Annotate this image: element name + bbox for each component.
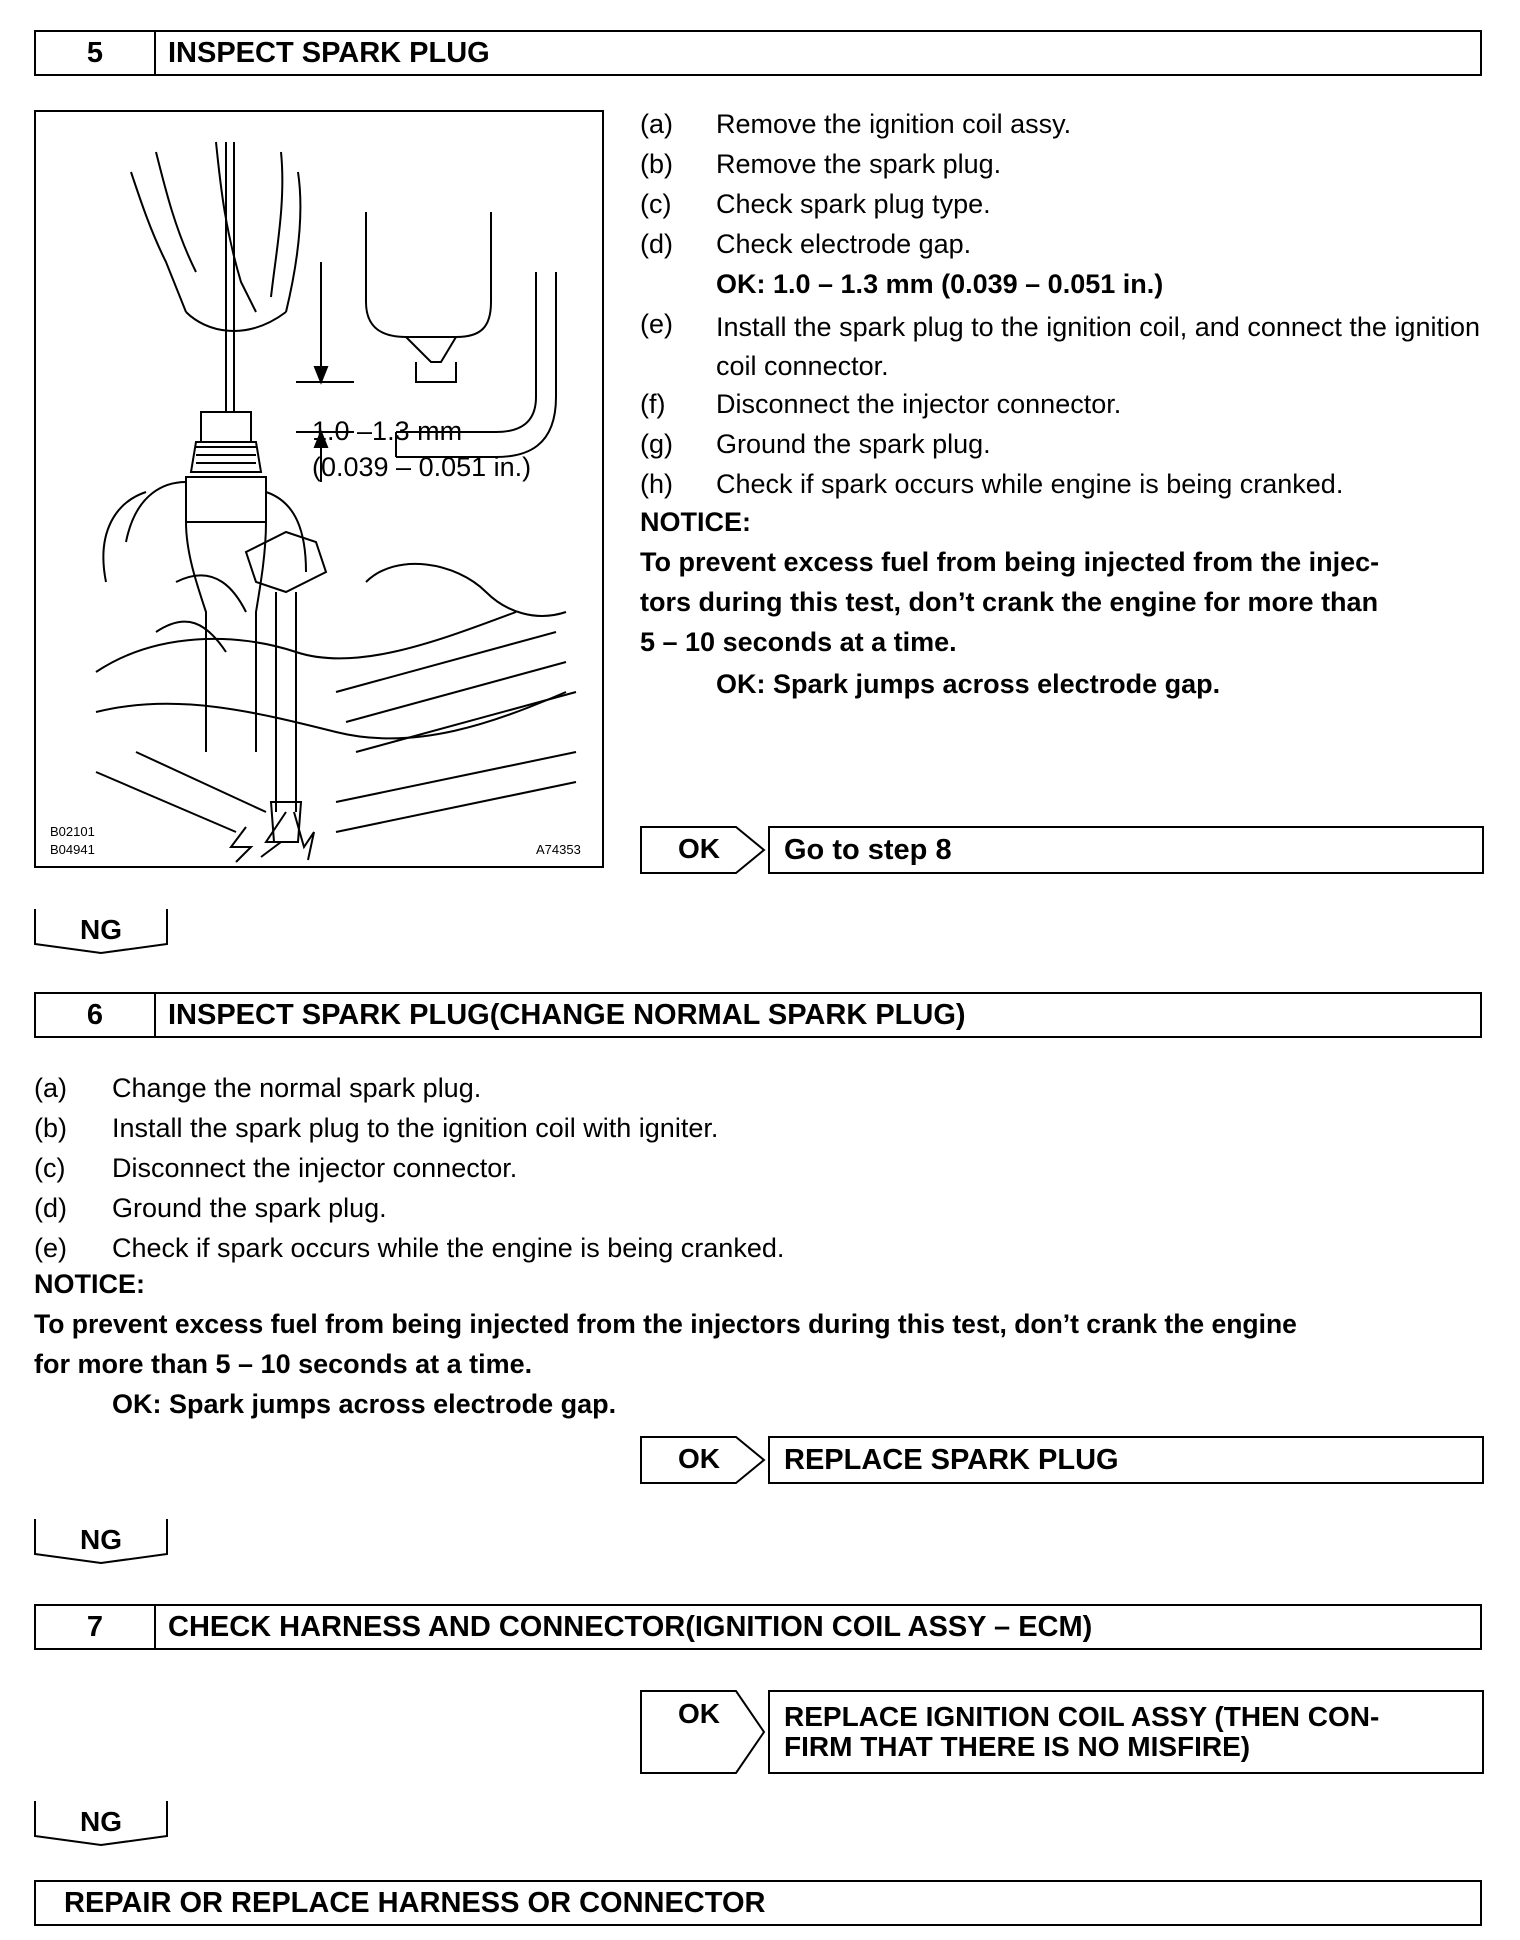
- step6-notice-line-2: for more than 5 – 10 seconds at a time.: [34, 1349, 533, 1379]
- item-text: Check if spark occurs while engine is being cranked.: [716, 469, 1344, 499]
- step5-notice-line-2: tors during this test, don’t crank the engine for more than: [640, 587, 1379, 617]
- item-label: (f): [640, 389, 666, 419]
- item-text: Change the normal spark plug.: [112, 1073, 482, 1103]
- item-label: (d): [34, 1193, 67, 1223]
- spark-plug-figure: [34, 110, 604, 868]
- item-label: (c): [640, 189, 672, 219]
- step5-ok-arrow: [640, 826, 766, 874]
- list-item: [640, 308, 1490, 380]
- spark-plug-illustration: [36, 112, 602, 866]
- step5-notice-line-3: 5 – 10 seconds at a time.: [640, 627, 957, 657]
- result-line-1: REPLACE IGNITION COIL ASSY (THEN CON-: [784, 1701, 1380, 1732]
- step6-header: [34, 992, 1482, 1038]
- step5-ok-text: OK: Spark jumps across electrode gap.: [716, 669, 1221, 699]
- step5-title: INSPECT SPARK PLUG: [168, 36, 490, 69]
- step6-ng-arrow: [34, 1518, 168, 1564]
- step7-ng-arrow: [34, 1800, 168, 1846]
- step7-ok-result: [768, 1690, 1484, 1774]
- step7-ok-arrow: [640, 1690, 766, 1774]
- item-label: (g): [640, 429, 673, 459]
- step7-number: 7: [36, 1606, 156, 1648]
- item-text: Remove the ignition coil assy.: [716, 109, 1072, 139]
- item-text: Disconnect the injector connector.: [112, 1153, 518, 1183]
- item-text: Ground the spark plug.: [716, 429, 991, 459]
- final-action: REPAIR OR REPLACE HARNESS OR CONNECTOR: [34, 1880, 1482, 1926]
- result-line-2: FIRM THAT THERE IS NO MISFIRE): [784, 1731, 1251, 1762]
- item-text: Remove the spark plug.: [716, 149, 1002, 179]
- figure-code-2: B04941: [50, 842, 95, 857]
- step5-ng-arrow: [34, 908, 168, 954]
- item-label: (a): [640, 109, 673, 139]
- item-label: (d): [640, 229, 673, 259]
- item-text: Disconnect the injector connector.: [716, 389, 1122, 419]
- step6-ok-arrow: [640, 1436, 766, 1484]
- figure-code-1: B02101: [50, 824, 95, 839]
- step5-header: [34, 30, 1482, 76]
- step6-notice-line-1: To prevent excess fuel from being injected from the injectors during this test, don’t crank the engine: [34, 1309, 1297, 1339]
- item-text: Install the spark plug to the ignition coil with igniter.: [112, 1113, 719, 1143]
- item-label: (a): [34, 1073, 67, 1103]
- item-text: Check electrode gap.: [716, 229, 972, 259]
- item-label: (e): [640, 309, 673, 339]
- step7-title: CHECK HARNESS AND CONNECTOR(IGNITION COIL ASSY – ECM): [168, 1610, 1093, 1643]
- gap-ok-value: OK: 1.0 – 1.3 mm (0.039 – 0.051 in.): [716, 269, 1164, 299]
- item-text: Check spark plug type.: [716, 189, 991, 219]
- item-label: (h): [640, 469, 673, 499]
- step5-number: 5: [36, 32, 156, 74]
- step6-notice-label: NOTICE:: [34, 1269, 145, 1299]
- step5-ok-result: Go to step 8: [768, 826, 1484, 874]
- ok-label: OK: [678, 1443, 720, 1474]
- item-label: (b): [640, 149, 673, 179]
- item-label: (e): [34, 1233, 67, 1263]
- step5-notice-label: NOTICE:: [640, 507, 751, 537]
- ok-label: OK: [678, 1698, 720, 1729]
- step6-title: INSPECT SPARK PLUG(CHANGE NORMAL SPARK PLUG): [168, 998, 966, 1031]
- item-text: Check if spark occurs while the engine is being cranked.: [112, 1233, 785, 1263]
- figure-gap-in: (0.039 – 0.051 in.): [312, 452, 532, 482]
- step7-header: [34, 1604, 1482, 1650]
- item-text: Ground the spark plug.: [112, 1193, 387, 1223]
- item-text: Install the spark plug to the ignition coil, and connect the ignition coil connector.: [716, 312, 1480, 381]
- ng-label: NG: [80, 914, 122, 945]
- figure-gap-mm: 1.0 –1.3 mm: [312, 416, 463, 446]
- ng-label: NG: [80, 1524, 122, 1555]
- item-label: (b): [34, 1113, 67, 1143]
- step6-ok-text: OK: Spark jumps across electrode gap.: [112, 1389, 617, 1419]
- ok-label: OK: [678, 833, 720, 864]
- figure-code-3: A74353: [536, 842, 581, 857]
- item-label: (c): [34, 1153, 66, 1183]
- step5-notice-line-1: To prevent excess fuel from being injected from the injec-: [640, 547, 1380, 577]
- ng-label: NG: [80, 1806, 122, 1837]
- step6-ok-result: REPLACE SPARK PLUG: [768, 1436, 1484, 1484]
- step6-number: 6: [36, 994, 156, 1036]
